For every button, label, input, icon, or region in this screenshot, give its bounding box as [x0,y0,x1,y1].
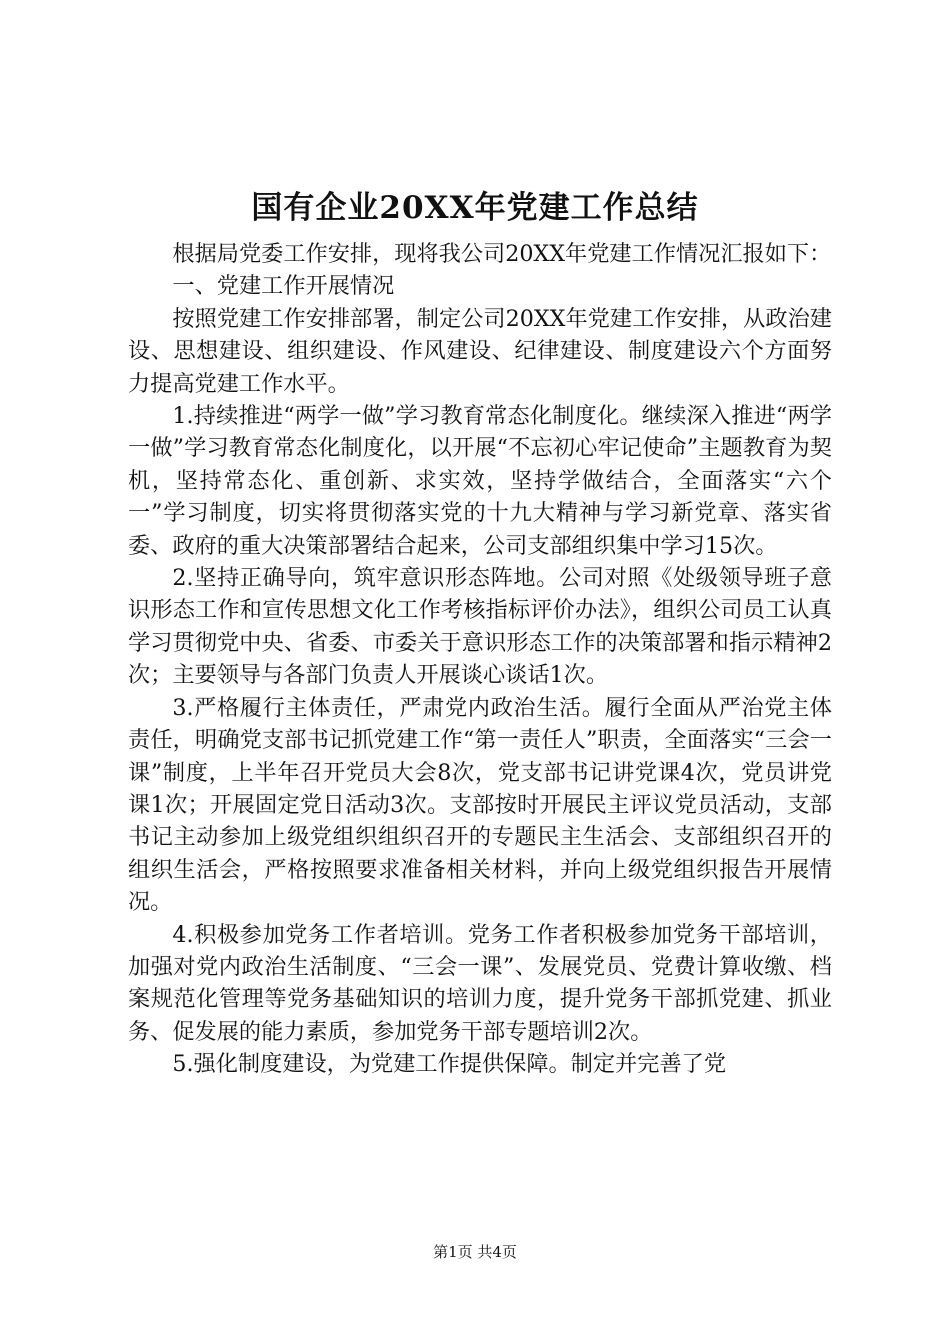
item-1-paragraph: 1.持续推进“两学一做”学习教育常态化制度化。继续深入推进“两学一做”学习教育常态化制度化，以开展“不忘初心牢记使命”主题教育为契机，坚持常态化、重创新、求实效，坚持学做结合，全面落实“六个一”学习制度，切实将贯彻落实党的十九大精神与学习新党章、落实省委、政府的重大决策部署结合起来，公司支部组织集中学习15次。 [128,403,832,559]
section-heading: 一、党建工作开展情况 [172,273,395,300]
page-footer [0,1242,950,1262]
page-number: 第1页 共4页 [433,1243,517,1261]
item-2-paragraph: 2.坚持正确导向，筑牢意识形态阵地。公司对照《处级领导班子意识形态工作和宣传思想文化工作考核指标评价办法》，组织公司员工认真学习贯彻党中央、省委、市委关于意识形态工作的决策部署和指示精神2次；主要领导与各部门负责人开展谈心谈话1次。 [128,565,832,689]
intro-paragraph: 根据局党委工作安排，现将我公司20XX年党建工作情况汇报如下： [172,241,832,267]
item-3-paragraph: 3.严格履行主体责任，严肃党内政治生活。履行全面从严治党主体责任，明确党支部书记抓党建工作“第一责任人”职责，全面落实“三会一课”制度，上半年召开党员大会8次，党支部书记讲党课4次，党员讲党课1次；开展固定党日活动3次。支部按时开展民主评议党员活动，支部书记主动参加上级党组织组织召开的专题民主生活会、支部组织召开的组织生活会，严格按照要求准备相关材料，并向上级党组织报告开展情况。 [128,694,832,916]
item-4-paragraph: 4.积极参加党务工作者培训。党务工作者积极参加党务干部培训，加强对党内政治生活制度、“三会一课”、发展党员、党费计算收缴、档案规范化管理等党务基础知识的培训力度，提升党务干部抓党建、抓业务、促发展的能力素质，参加党务干部专题培训2次。 [128,921,832,1045]
item-5-paragraph: 5.强化制度建设，为党建工作提供保障。制定并完善了党 [172,1051,727,1078]
document-title: 国有企业20XX年党建工作总结 [251,190,699,226]
overview-paragraph: 按照党建工作安排部署，制定公司20XX年党建工作安排，从政治建设、思想建设、组织建设、作风建设、纪律建设、制度建设六个方面努力提高党建工作水平。 [128,305,832,397]
document-body [128,238,832,1081]
